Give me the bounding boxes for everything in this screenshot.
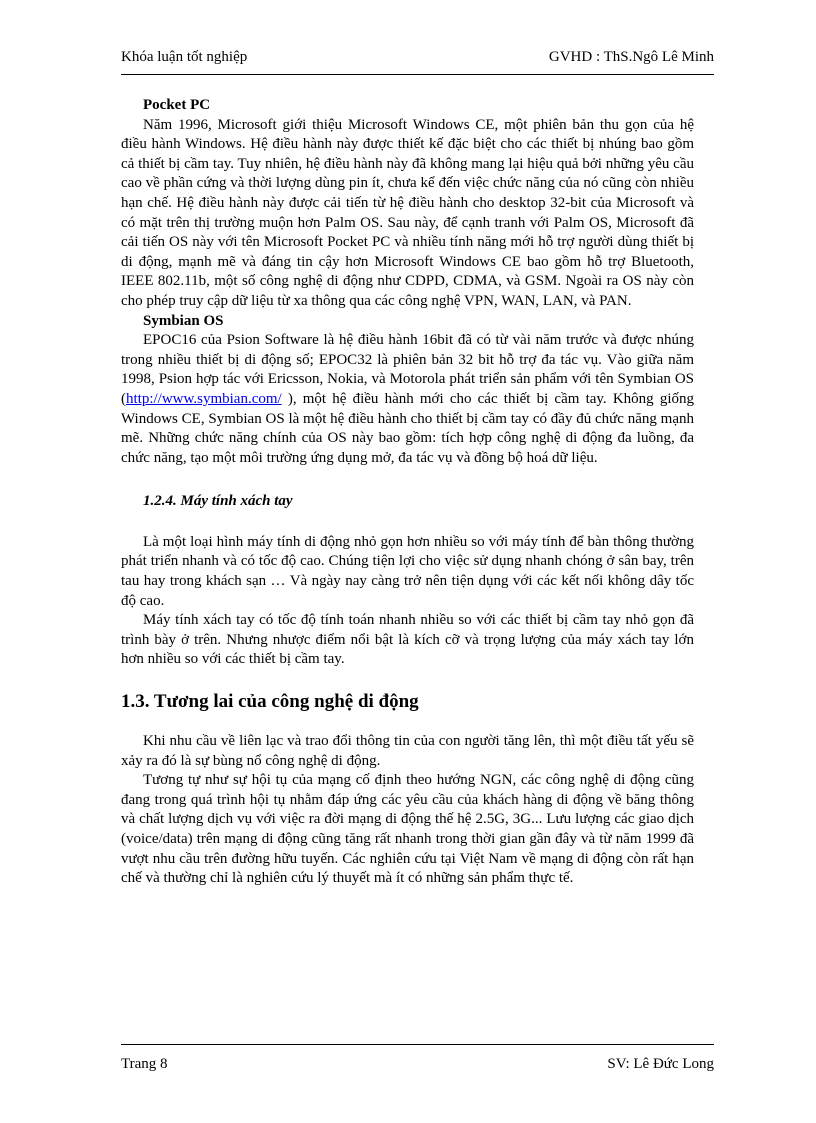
heading-future-mobile: 1.3. Tương lai của công nghệ di động [121,691,419,713]
paragraph-laptop-1: Là một loại hình máy tính di động nhỏ gọn hơn nhiều so với máy tính để bàn thông thường phát triển nhanh và có tốc độ cao. Chúng tiện lợi cho việc sử dụng nhanh chóng ở sân bay, trên tau hay trong khách sạn … Và ngày nay càng trở nên tiện dụng với các kết nối không dây tốc độ cao. [121,533,694,609]
paragraph-laptop-2: Máy tính xách tay có tốc độ tính toán nhanh nhiều so với các thiết bị cầm tay nhỏ gọn đã trình bày ở trên. Nhưng nhược điểm nổi bật là kích cỡ và trọng lượng của máy xách tay lớn hơn nhiều so với các thiết bị cầm tay. [121,612,694,668]
heading-pocket-pc: Pocket PC [143,97,211,113]
page-header [121,49,714,69]
document-body [121,96,694,889]
page-footer [121,1056,714,1076]
paragraph-future-1: Khi nhu cầu về liên lạc và trao đổi thông tin của con người tăng lên, thì một điều tất yếu sẽ xảy ra đó là sự bùng nổ công nghệ di động. [121,733,694,769]
paragraph-future-2: Tương tự như sự hội tụ của mạng cố định theo hướng NGN, các công nghệ di động cũng đang trong quá trình hội tụ nhằm đáp ứng các yêu cầu của khách hàng di động về băng thông và chất lượng dịch vụ với việc ra đời mạng di động thế hệ 2.5G, 3G... Lưu lượng các giao dịch (voice/data) trên mạng di động cũng tăng rất nhanh trong thời gian gần đây và từ năm 1999 đã vượt nhu cầu trên đường hữu tuyến. Các nghiên cứu tại Việt Nam về mạng di động còn rất hạn chế và thường chỉ là nghiên cứu lý thuyết mà ít có những sản phẩm thực tế. [121,772,694,887]
paragraph-pocket-pc: Năm 1996, Microsoft giới thiệu Microsoft Windows CE, một phiên bản thu gọn của hệ điều hành Windows. Hệ điều hành này được thiết kế đặc biệt cho các thiết bị nhúng bao gồm cả thiết bị cầm tay. Tuy nhiên, hệ điều hành này đã không mang lại hiệu quả bởi những yêu cầu cao về phần cứng và thời lượng dùng pin ít, chưa kể đến việc chức năng của nó cũng còn nhiều hạn chế. Hệ điều hành này được cải tiến từ hệ điều hành cho desktop 32-bit của Microsoft và có mặt trên thị trường muộn hơn Palm OS. Sau này, để cạnh tranh với Palm OS, Microsoft đã cải tiến OS này với tên Microsoft Pocket PC và nhiều tính năng mới hỗ trợ người dùng thiết bị di động, mạnh mẽ và đáng tin cậy hơn Microsoft Windows CE bao gồm hỗ trợ Bluetooth, IEEE 802.11b, một số công nghệ di động như CDPD, CDMA, và GSM. Ngoài ra OS này còn cho phép truy cập dữ liệu từ xa thông qua các công nghệ VPN, WAN, LAN, và PAN. [121,116,694,309]
symbian-link[interactable]: http://www.symbian.com/ [126,390,282,407]
symbian-text-end: ), một hệ điều hành mới cho các thiết bị cầm tay. Không giống Windows CE, Symbian OS là một hệ điều hành cho thiết bị cầm tay có đầy đủ chức năng mạnh mẽ. Những chức năng chính của OS này bao gồm: tích hợp công nghệ di động đa luồng, đa chức năng, tạo một môi trường ứng dụng mở, đa tác vụ và đồng bộ hoá dữ liệu. [121,390,694,466]
heading-laptop: 1.2.4. Máy tính xách tay [143,493,293,510]
header-divider [121,74,714,75]
footer-student: SV: Lê Đức Long [607,1056,714,1072]
symbian-text-start: EPOC16 của Psion Software là hệ điều hành 16bit đã có từ vài năm trước và được nhúng trong nhiều thiết bị di động số; EPOC32 là phiên bản 32 bit hỗ trợ đa tác vụ. Vào giữa năm 1998, Psion hợp tác với Ericsson, Nokia, và Motorola phát triển sản phẩm với tên Symbian OS ( [121,332,694,407]
footer-page-number: Trang 8 [121,1056,168,1072]
footer-divider [121,1044,714,1045]
paragraph-symbian-os [121,331,694,468]
header-thesis-label: Khóa luận tốt nghiệp [121,49,248,65]
heading-symbian-os: Symbian OS [143,312,224,329]
header-advisor: GVHD : ThS.Ngô Lê Minh [548,49,714,65]
